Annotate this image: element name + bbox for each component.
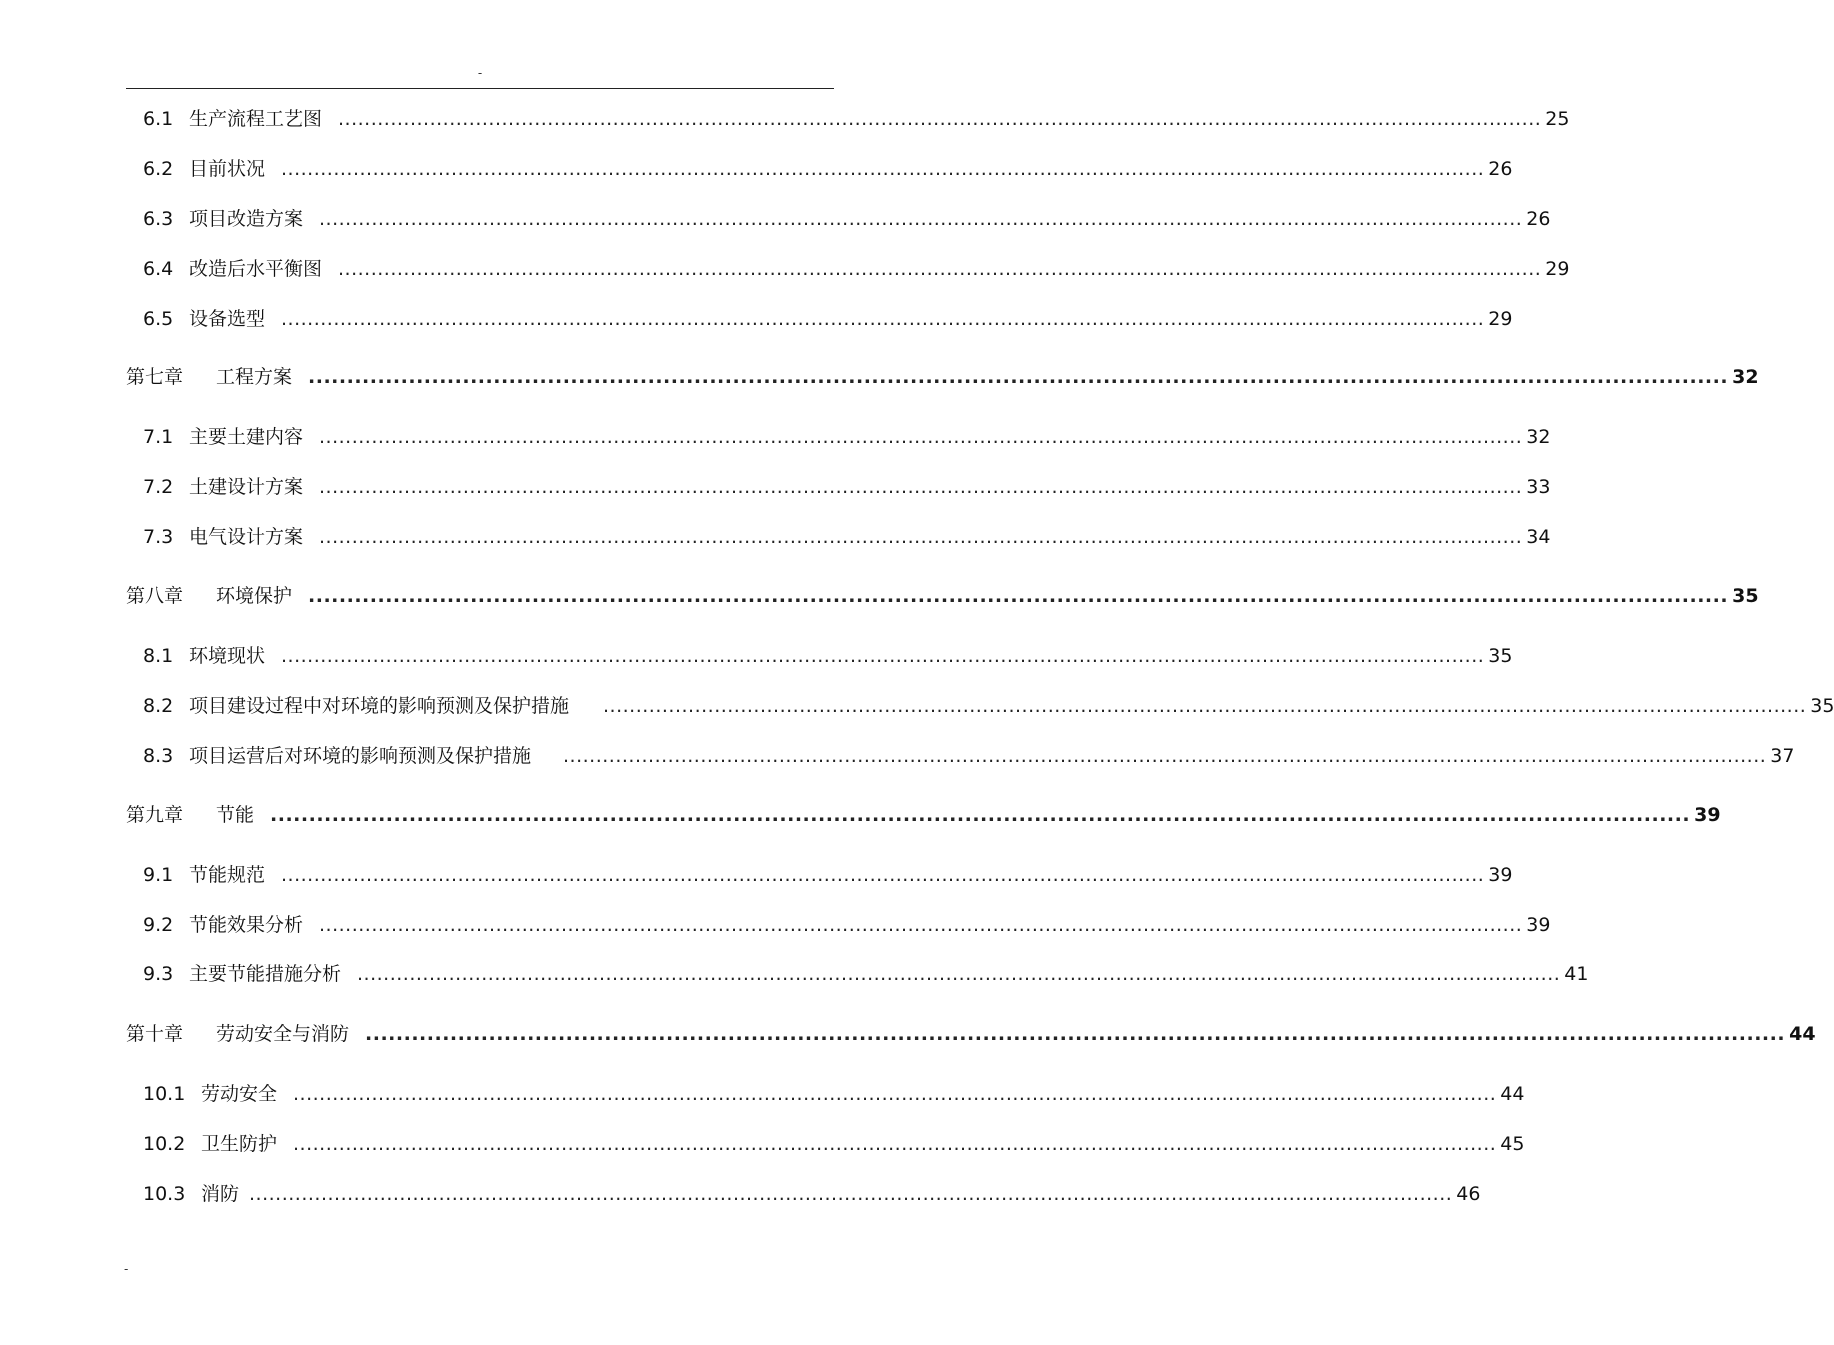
toc-entry-number: 6.1 — [143, 108, 174, 130]
toc-chapter-8[interactable] — [126, 583, 1759, 609]
toc-entry-number: 7.3 — [143, 526, 174, 548]
toc-dot-leader: ........................................................................................................................................................................................ — [293, 1133, 1497, 1155]
toc-chapter-number: 第十章 — [126, 1023, 184, 1045]
toc-entry-number: 10.2 — [143, 1133, 186, 1155]
toc-entry-page: 46 — [1456, 1183, 1481, 1205]
toc-chapter-page: 39 — [1694, 804, 1721, 826]
toc-dot-leader: ........................................................................................................................................................................................ — [308, 585, 1729, 607]
toc-entry-6-4[interactable] — [143, 256, 1570, 282]
toc-dot-leader: ........................................................................................................................................................................................ — [308, 366, 1729, 388]
toc-entry-title: 项目建设过程中对环境的影响预测及保护措施 — [189, 695, 570, 717]
toc-chapter-title: 工程方案 — [216, 366, 293, 388]
header-mark: - — [477, 66, 483, 80]
toc-entry-title: 改造后水平衡图 — [189, 258, 323, 280]
toc-chapter-page: 32 — [1732, 366, 1759, 388]
toc-entry-number: 10.1 — [143, 1083, 186, 1105]
toc-entry-title: 主要节能措施分析 — [189, 963, 342, 985]
toc-entry-8-2[interactable] — [143, 693, 1834, 719]
toc-entry-title: 目前状况 — [189, 158, 266, 180]
toc-dot-leader: ........................................................................................................................................................................................ — [319, 526, 1523, 548]
toc-chapter-page: 35 — [1732, 585, 1759, 607]
toc-entry-7-3[interactable] — [143, 524, 1551, 550]
toc-dot-leader: ........................................................................................................................................................................................ — [563, 745, 1767, 767]
toc-entry-page: 33 — [1526, 476, 1551, 498]
toc-entry-9-1[interactable] — [143, 862, 1513, 888]
toc-chapter-title: 环境保护 — [216, 585, 293, 607]
toc-entry-number: 8.2 — [143, 695, 174, 717]
toc-entry-number: 6.2 — [143, 158, 174, 180]
toc-chapter-number: 第九章 — [126, 804, 184, 826]
toc-entry-10-2[interactable] — [143, 1131, 1525, 1157]
toc-dot-leader: ........................................................................................................................................................................................ — [319, 476, 1523, 498]
toc-entry-title: 设备选型 — [189, 308, 266, 330]
toc-entry-number: 6.5 — [143, 308, 174, 330]
toc-dot-leader: ........................................................................................................................................................................................ — [281, 158, 1485, 180]
toc-entry-page: 37 — [1770, 745, 1795, 767]
toc-entry-number: 7.2 — [143, 476, 174, 498]
toc-chapter-title: 节能 — [216, 804, 255, 826]
toc-chapter-7[interactable] — [126, 364, 1759, 390]
toc-entry-10-3[interactable] — [143, 1181, 1481, 1207]
toc-entry-number: 9.1 — [143, 864, 174, 886]
toc-dot-leader: ........................................................................................................................................................................................ — [293, 1083, 1497, 1105]
toc-chapter-9[interactable] — [126, 802, 1721, 828]
toc-entry-8-1[interactable] — [143, 643, 1513, 669]
toc-entry-page: 41 — [1564, 963, 1589, 985]
toc-entry-page: 34 — [1526, 526, 1551, 548]
toc-entry-page: 25 — [1545, 108, 1570, 130]
toc-entry-title: 土建设计方案 — [189, 476, 304, 498]
toc-dot-leader: ........................................................................................................................................................................................ — [365, 1023, 1786, 1045]
toc-entry-10-1[interactable] — [143, 1081, 1525, 1107]
toc-entry-number: 7.1 — [143, 426, 174, 448]
toc-dot-leader: ........................................................................................................................................................................................ — [281, 864, 1485, 886]
toc-entry-7-2[interactable] — [143, 474, 1551, 500]
toc-entry-page: 39 — [1488, 864, 1513, 886]
toc-dot-leader: ........................................................................................................................................................................................ — [319, 426, 1523, 448]
toc-entry-page: 29 — [1545, 258, 1570, 280]
toc-entry-number: 8.1 — [143, 645, 174, 667]
toc-entry-page: 44 — [1500, 1083, 1525, 1105]
toc-entry-6-3[interactable] — [143, 206, 1551, 232]
toc-entry-6-5[interactable] — [143, 306, 1513, 332]
toc-chapter-number: 第七章 — [126, 366, 184, 388]
toc-entry-page: 29 — [1488, 308, 1513, 330]
toc-dot-leader: ........................................................................................................................................................................................ — [249, 1183, 1453, 1205]
toc-dot-leader: ........................................................................................................................................................................................ — [319, 914, 1523, 936]
toc-entry-number: 6.3 — [143, 208, 174, 230]
toc-entry-8-3[interactable] — [143, 743, 1795, 769]
toc-entry-number: 9.3 — [143, 963, 174, 985]
toc-entry-7-1[interactable] — [143, 424, 1551, 450]
toc-entry-title: 节能效果分析 — [189, 914, 304, 936]
toc-entry-title: 环境现状 — [189, 645, 266, 667]
toc-entry-title: 消防 — [201, 1183, 240, 1205]
toc-entry-title: 卫生防护 — [201, 1133, 278, 1155]
toc-entry-title: 项目改造方案 — [189, 208, 304, 230]
toc-entry-9-3[interactable] — [143, 961, 1589, 987]
toc-entry-title: 项目运营后对环境的影响预测及保护措施 — [189, 745, 532, 767]
toc-entry-9-2[interactable] — [143, 912, 1551, 938]
toc-dot-leader: ........................................................................................................................................................................................ — [338, 258, 1542, 280]
toc-entry-title: 电气设计方案 — [189, 526, 304, 548]
toc-dot-leader: ........................................................................................................................................................................................ — [281, 308, 1485, 330]
toc-chapter-page: 44 — [1789, 1023, 1816, 1045]
header-rule — [126, 88, 834, 89]
toc-entry-page: 45 — [1500, 1133, 1525, 1155]
toc-dot-leader: ........................................................................................................................................................................................ — [319, 208, 1523, 230]
toc-dot-leader: ........................................................................................................................................................................................ — [338, 108, 1542, 130]
toc-entry-number: 9.2 — [143, 914, 174, 936]
toc-entry-page: 26 — [1488, 158, 1513, 180]
toc-entry-number: 10.3 — [143, 1183, 186, 1205]
toc-entry-title: 生产流程工艺图 — [189, 108, 323, 130]
toc-chapter-title: 劳动安全与消防 — [216, 1023, 350, 1045]
toc-dot-leader: ........................................................................................................................................................................................ — [603, 695, 1807, 717]
toc-entry-page: 35 — [1488, 645, 1513, 667]
toc-dot-leader: ........................................................................................................................................................................................ — [281, 645, 1485, 667]
toc-entry-page: 26 — [1526, 208, 1551, 230]
toc-entry-6-1[interactable] — [143, 106, 1570, 132]
toc-entry-6-2[interactable] — [143, 156, 1513, 182]
toc-entry-title: 主要土建内容 — [189, 426, 304, 448]
toc-dot-leader: ........................................................................................................................................................................................ — [357, 963, 1561, 985]
toc-entry-title: 节能规范 — [189, 864, 266, 886]
toc-chapter-number: 第八章 — [126, 585, 184, 607]
toc-entry-number: 6.4 — [143, 258, 174, 280]
toc-entry-page: 39 — [1526, 914, 1551, 936]
toc-entry-title: 劳动安全 — [201, 1083, 278, 1105]
footer-mark: - — [124, 1262, 129, 1276]
toc-chapter-10[interactable] — [126, 1021, 1816, 1047]
toc-entry-page: 32 — [1526, 426, 1551, 448]
toc-dot-leader: ........................................................................................................................................................................................ — [270, 804, 1691, 826]
toc-entry-number: 8.3 — [143, 745, 174, 767]
toc-entry-page: 35 — [1810, 695, 1834, 717]
